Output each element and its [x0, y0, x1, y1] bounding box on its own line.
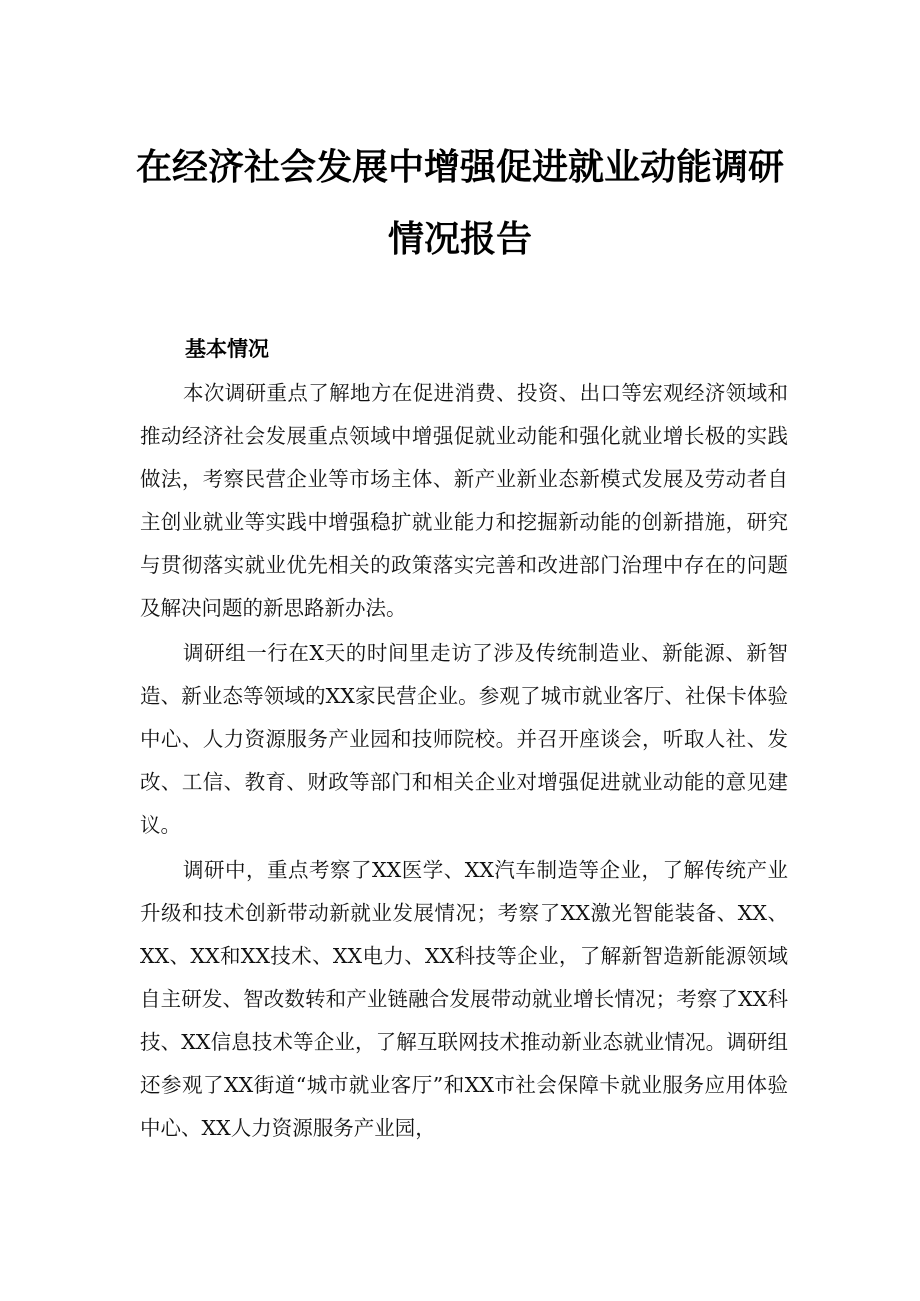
paragraph-2: 调研组一行在X天的时间里走访了涉及传统制造业、新能源、新智造、新业态等领域的XX家民营企业。参观了城市就业客厅、社保卡体验中心、人力资源服务产业园和技师院校。并召开座谈会，听取人社、发改、工信、教育、财政等部门和相关企业对增强促进就业动能的意见建议。	[140, 641, 788, 837]
paragraph-3: 调研中，重点考察了XX医学、XX汽车制造等企业，了解传统产业升级和技术创新带动新就业发展情况；考察了XX激光智能装备、XX、XX、XX和XX技术、XX电力、XX科技等企业，了解新智造新能源领域自主研发、智改数转和产业链融合发展带动就业增长情况；考察了XX科技、XX信息技术等企业，了解互联网技术推动新业态就业情况。调研组还参观了XX街道“城市就业客厅”和XX市社会保障卡就业服务应用体验中心、XX人力资源服务产业园，	[140, 858, 788, 1140]
document-title-line-1: 在经济社会发展中增强促进就业动能调研	[135, 147, 784, 188]
section-heading: 基本情况	[185, 337, 269, 361]
document-title-line-2: 情况报告	[387, 219, 532, 260]
paragraph-1: 本次调研重点了解地方在促进消费、投资、出口等宏观经济领域和推动经济社会发展重点领域中增强促就业动能和强化就业增长极的实践做法，考察民营企业等市场主体、新产业新业态新模式发展及劳动者自主创业就业等实践中增强稳扩就业能力和挖掘新动能的创新措施，研究与贯彻落实就业优先相关的政策落实完善和改进部门治理中存在的问题及解决问题的新思路新办法。	[140, 381, 788, 620]
